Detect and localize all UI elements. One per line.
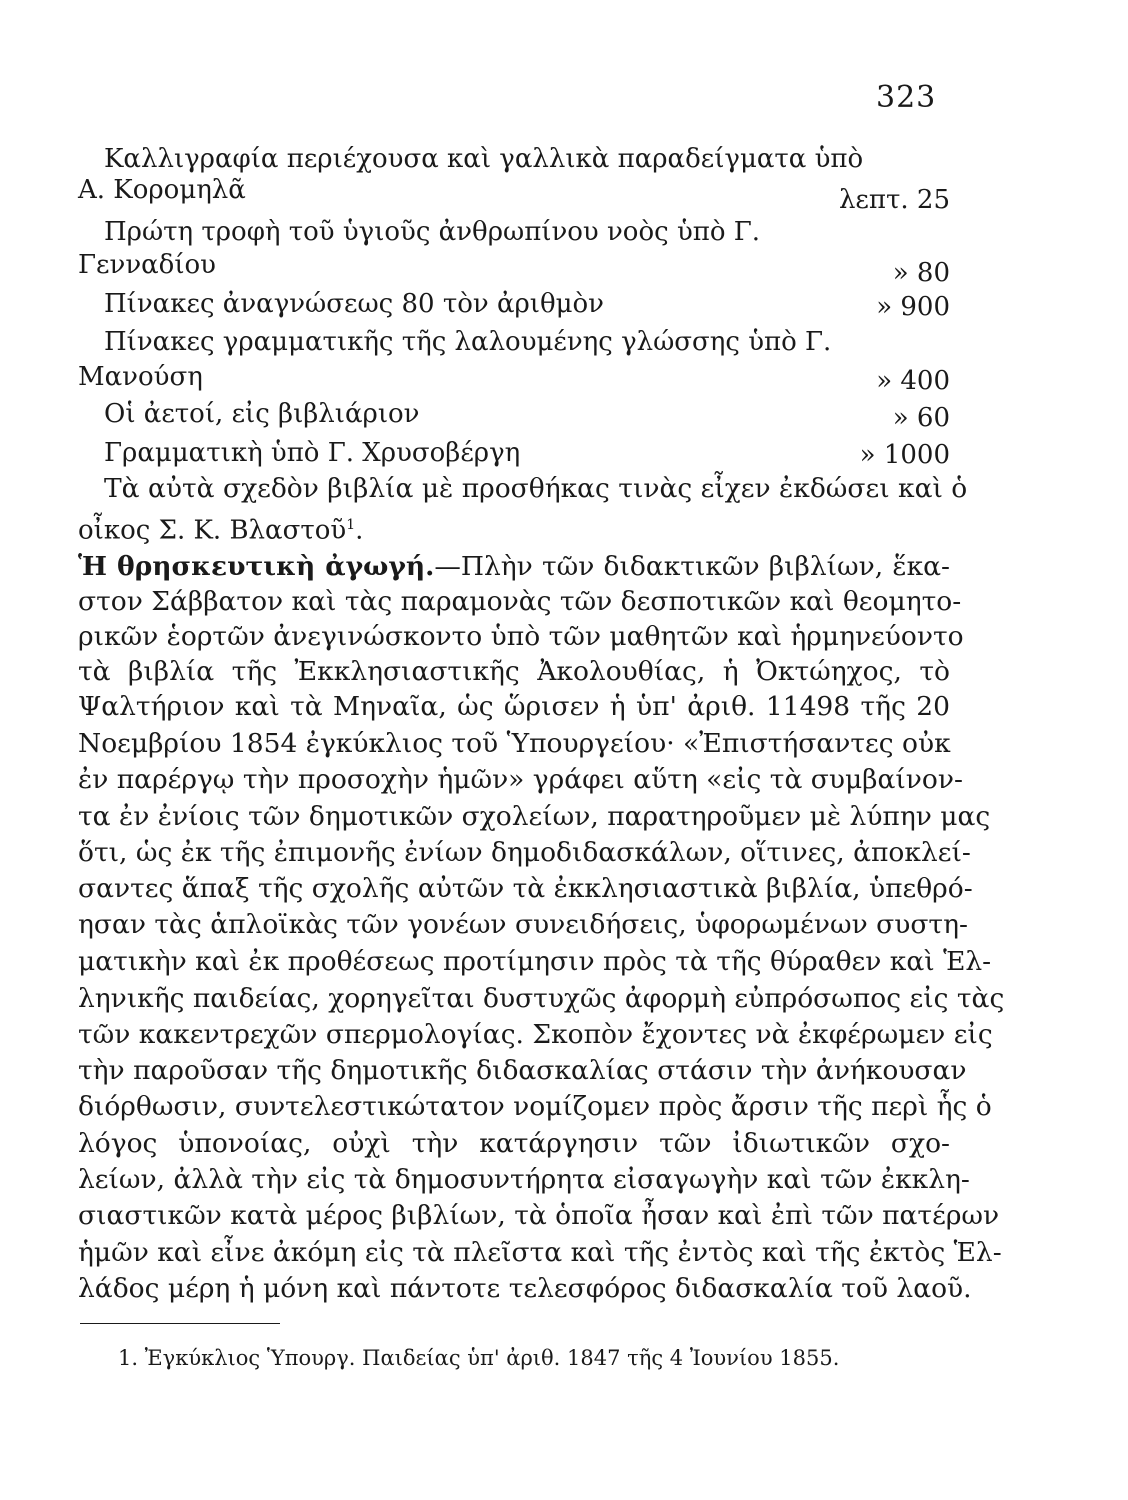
section-line: διόρθωσιν, συντελεστικώτατον νομίζομεν πρὸς ἄρσιν τῆς περὶ ἧς ὁ [78, 1091, 992, 1122]
list-item: Πρώτη τροφὴ τοῦ ὑγιοῦς ἀνθρωπίνου νοὸς ὑπὸ Γ. [104, 217, 761, 247]
section-line: τα ἐν ἐνίοις τῶν δημοτικῶν σχολείων, παρατηροῦμεν μὲ λύπην μας [78, 801, 991, 832]
list-item: Γραμματικὴ ὑπὸ Γ. Χρυσοβέργη [104, 438, 521, 468]
footnote-rule [80, 1323, 280, 1324]
footnote-text: Ἐγκύκλιος Ὑπουργ. Παιδείας ὑπ' ἀριθ. 1847 τῆς 4 Ἰουνίου 1855. [144, 1346, 840, 1370]
section-line: —Πλὴν τῶν διδακτικῶν βιβλίων, ἕκα- [434, 551, 950, 582]
list-item-price: » 900 [876, 292, 950, 322]
list-item: Γενναδίου [78, 250, 216, 280]
section-line: τῶν κακεντρεχῶν σπερμολογίας. Σκοπὸν ἔχοντες νὰ ἐκφέρωμεν εἰς [78, 1019, 993, 1050]
section-line: τὰ βιβλία τῆς Ἐκκλησιαστικῆς Ἀκολουθίας, ἡ Ὀκτώηχος, τὸ [78, 656, 950, 687]
section-line: λόγος ὑπονοίας, οὐχὶ τὴν κατάργησιν τῶν ἰδιωτικῶν σχο- [78, 1128, 950, 1159]
intro-text: οἶκος Σ. Κ. Βλαστοῦ [78, 515, 347, 546]
list-item: Οἱ ἀετοί, εἰς βιβλιάριον [104, 399, 420, 429]
list-item: Καλλιγραφία περιέχουσα καὶ γαλλικὰ παραδείγματα ὑπὸ [104, 144, 864, 174]
footnote-reference: 1 [346, 517, 356, 533]
list-item: Πίνακες γραμματικῆς τῆς λαλουμένης γλώσσης ὑπὸ Γ. [104, 327, 832, 357]
section-line: λείων, ἀλλὰ τὴν εἰς τὰ δημοσυντήρητα εἰσαγωγὴν καὶ τῶν ἐκκλη- [78, 1164, 970, 1195]
section-heading: Ἡ θρησκευτικὴ ἀγωγή. [78, 551, 435, 582]
section-line: Νοεμβρίου 1854 ἐγκύκλιος τοῦ Ὑπουργείου· «Ἐπιστήσαντες οὐκ [78, 728, 951, 759]
list-item-price: » 60 [892, 403, 950, 433]
section-line: σαντες ἅπαξ τῆς σχολῆς αὐτῶν τὰ ἐκκλησιαστικὰ βιβλία, ὑπεθρό- [78, 873, 973, 904]
section-line: ματικὴν καὶ ἐκ προθέσεως προτίμησιν πρὸς τὰ τῆς θύραθεν καὶ Ἑλ- [78, 946, 992, 977]
intro-period: . [355, 515, 364, 546]
list-item: Μανούση [78, 362, 203, 392]
section-line: λάδος μέρη ἡ μόνη καὶ πάντοτε τελεσφόρος διδασκαλία τοῦ λαοῦ. [78, 1273, 972, 1304]
section-line: Ψαλτήριον καὶ τὰ Μηναῖα, ὡς ὥρισεν ἡ ὑπ' ἀριθ. 11498 τῆς 20 [78, 691, 950, 722]
footnote [118, 1346, 839, 1370]
page-number: 323 [876, 80, 937, 115]
section-line: ρικῶν ἑορτῶν ἀνεγινώσκοντο ὑπὸ τῶν μαθητῶν καὶ ἡρμηνεύοντο [78, 621, 964, 652]
section-line: ησαν τὰς ἁπλοϊκὰς τῶν γονέων συνειδήσεις, ὑφορωμένων συστη- [78, 909, 968, 940]
footnote-marker: 1. [118, 1346, 139, 1370]
list-item-price: λεπτ. 25 [838, 185, 950, 215]
section-line: σιαστικῶν κατὰ μέρος βιβλίων, τὰ ὁποῖα ἦσαν καὶ ἐπὶ τῶν πατέρων [78, 1200, 1000, 1231]
intro-line-2 [78, 508, 363, 548]
section-first-line [78, 550, 950, 584]
section-line: ἡμῶν καὶ εἶνε ἀκόμη εἰς τὰ πλεῖστα καὶ τῆς ἐντὸς καὶ τῆς ἐκτὸς Ἑλ- [78, 1237, 1002, 1268]
list-item: Πίνακες ἀναγνώσεως 80 τὸν ἀριθμὸν [104, 289, 604, 319]
section-line: τὴν παροῦσαν τῆς δημοτικῆς διδασκαλίας στάσιν τὴν ἀνήκουσαν [78, 1055, 967, 1086]
section-line: ὅτι, ὡς ἐκ τῆς ἐπιμονῆς ἐνίων δημοδιδασκάλων, οἵτινες, ἀποκλεί- [78, 837, 971, 868]
list-item-price: » 1000 [859, 440, 950, 470]
section-line: ἐν παρέργῳ τὴν προσοχὴν ἡμῶν» γράφει αὕτη «εἰς τὰ συμβαίνον- [78, 764, 963, 795]
list-item-price: » 80 [892, 258, 950, 288]
section-line: ληνικῆς παιδείας, χορηγεῖται δυστυχῶς ἀφορμὴ εὐπρόσωπος εἰς τὰς [78, 983, 1005, 1014]
list-item-price: » 400 [876, 366, 950, 396]
list-item: Α. Κορομηλᾶ [78, 175, 246, 205]
intro-line-1: Τὰ αὐτὰ σχεδὸν βιβλία μὲ προσθήκας τινὰς εἶχεν ἐκδώσει καὶ ὁ [104, 473, 968, 504]
section-line: στον Σάββατον καὶ τὰς παραμονὰς τῶν δεσποτικῶν καὶ θεομητο- [78, 586, 962, 617]
